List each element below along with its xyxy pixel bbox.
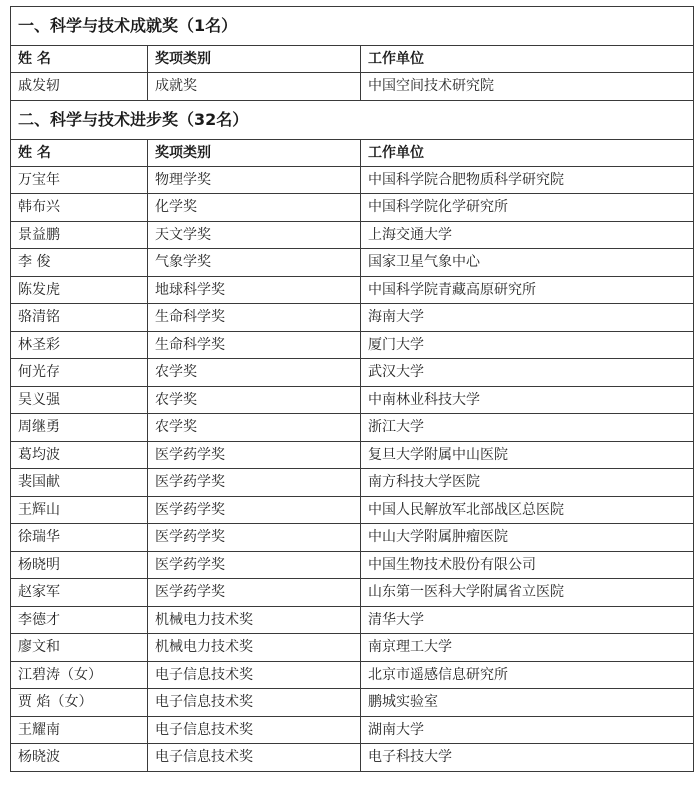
table-row bbox=[11, 359, 694, 387]
section-title-row bbox=[11, 7, 694, 46]
header-row bbox=[11, 139, 694, 166]
table-row bbox=[11, 414, 694, 442]
cell-unit: 国家卫星气象中心 bbox=[361, 249, 694, 277]
cell-unit: 海南大学 bbox=[361, 304, 694, 332]
cell-name: 廖文和 bbox=[11, 634, 148, 662]
table-row bbox=[11, 744, 694, 772]
header-unit: 工作单位 bbox=[361, 46, 694, 73]
table-row bbox=[11, 469, 694, 497]
cell-category: 电子信息技术奖 bbox=[148, 689, 361, 717]
cell-name: 何光存 bbox=[11, 359, 148, 387]
cell-name: 戚发轫 bbox=[11, 73, 148, 101]
cell-name: 王辉山 bbox=[11, 496, 148, 524]
header-row bbox=[11, 46, 694, 73]
cell-unit: 中南林业科技大学 bbox=[361, 386, 694, 414]
header-name: 姓 名 bbox=[11, 46, 148, 73]
cell-unit: 中国空间技术研究院 bbox=[361, 73, 694, 101]
cell-category: 医学药学奖 bbox=[148, 441, 361, 469]
table-row bbox=[11, 386, 694, 414]
cell-category: 机械电力技术奖 bbox=[148, 606, 361, 634]
cell-name: 江碧涛（女） bbox=[11, 661, 148, 689]
cell-category: 农学奖 bbox=[148, 414, 361, 442]
cell-unit: 浙江大学 bbox=[361, 414, 694, 442]
cell-unit: 南京理工大学 bbox=[361, 634, 694, 662]
table-row bbox=[11, 331, 694, 359]
cell-name: 徐瑞华 bbox=[11, 524, 148, 552]
cell-category: 化学奖 bbox=[148, 194, 361, 222]
cell-category: 农学奖 bbox=[148, 386, 361, 414]
cell-unit: 山东第一医科大学附属省立医院 bbox=[361, 579, 694, 607]
cell-category: 物理学奖 bbox=[148, 166, 361, 194]
table-row bbox=[11, 166, 694, 194]
cell-name: 骆清铭 bbox=[11, 304, 148, 332]
cell-unit: 中国生物技术股份有限公司 bbox=[361, 551, 694, 579]
cell-unit: 鹏城实验室 bbox=[361, 689, 694, 717]
cell-category: 医学药学奖 bbox=[148, 524, 361, 552]
table-row bbox=[11, 606, 694, 634]
cell-name: 万宝年 bbox=[11, 166, 148, 194]
table-row bbox=[11, 441, 694, 469]
cell-category: 地球科学奖 bbox=[148, 276, 361, 304]
cell-category: 生命科学奖 bbox=[148, 331, 361, 359]
cell-name: 葛均波 bbox=[11, 441, 148, 469]
cell-category: 生命科学奖 bbox=[148, 304, 361, 332]
table-row bbox=[11, 221, 694, 249]
cell-category: 医学药学奖 bbox=[148, 551, 361, 579]
cell-name: 吴义强 bbox=[11, 386, 148, 414]
cell-unit: 中国科学院化学研究所 bbox=[361, 194, 694, 222]
cell-unit: 电子科技大学 bbox=[361, 744, 694, 772]
table-row bbox=[11, 496, 694, 524]
cell-unit: 复旦大学附属中山医院 bbox=[361, 441, 694, 469]
cell-name: 李 俊 bbox=[11, 249, 148, 277]
section-title-row bbox=[11, 100, 694, 139]
header-category: 奖项类别 bbox=[148, 139, 361, 166]
cell-unit: 上海交通大学 bbox=[361, 221, 694, 249]
cell-unit: 南方科技大学医院 bbox=[361, 469, 694, 497]
table-row bbox=[11, 73, 694, 101]
table-row bbox=[11, 194, 694, 222]
award-table bbox=[10, 6, 694, 772]
cell-unit: 北京市遥感信息研究所 bbox=[361, 661, 694, 689]
table-row bbox=[11, 634, 694, 662]
table-row bbox=[11, 249, 694, 277]
table-row bbox=[11, 661, 694, 689]
section-title: 二、科学与技术进步奖（32名） bbox=[11, 100, 694, 139]
cell-name: 景益鹏 bbox=[11, 221, 148, 249]
cell-category: 医学药学奖 bbox=[148, 496, 361, 524]
header-name: 姓 名 bbox=[11, 139, 148, 166]
table-row bbox=[11, 524, 694, 552]
cell-category: 农学奖 bbox=[148, 359, 361, 387]
cell-unit: 中山大学附属肿瘤医院 bbox=[361, 524, 694, 552]
section-title: 一、科学与技术成就奖（1名） bbox=[11, 7, 694, 46]
cell-category: 气象学奖 bbox=[148, 249, 361, 277]
table-row bbox=[11, 579, 694, 607]
cell-name: 贾 焰（女） bbox=[11, 689, 148, 717]
cell-name: 裴国献 bbox=[11, 469, 148, 497]
cell-name: 杨晓明 bbox=[11, 551, 148, 579]
table-row bbox=[11, 716, 694, 744]
cell-name: 杨晓波 bbox=[11, 744, 148, 772]
cell-name: 李德才 bbox=[11, 606, 148, 634]
table-row bbox=[11, 304, 694, 332]
cell-category: 电子信息技术奖 bbox=[148, 744, 361, 772]
cell-category: 天文学奖 bbox=[148, 221, 361, 249]
award-table-body bbox=[11, 7, 694, 772]
cell-unit: 中国科学院合肥物质科学研究院 bbox=[361, 166, 694, 194]
cell-category: 机械电力技术奖 bbox=[148, 634, 361, 662]
cell-category: 医学药学奖 bbox=[148, 579, 361, 607]
cell-name: 林圣彩 bbox=[11, 331, 148, 359]
cell-category: 成就奖 bbox=[148, 73, 361, 101]
cell-unit: 中国人民解放军北部战区总医院 bbox=[361, 496, 694, 524]
header-unit: 工作单位 bbox=[361, 139, 694, 166]
cell-name: 韩布兴 bbox=[11, 194, 148, 222]
cell-category: 电子信息技术奖 bbox=[148, 661, 361, 689]
cell-unit: 清华大学 bbox=[361, 606, 694, 634]
cell-category: 医学药学奖 bbox=[148, 469, 361, 497]
cell-unit: 湖南大学 bbox=[361, 716, 694, 744]
table-row bbox=[11, 551, 694, 579]
cell-name: 王耀南 bbox=[11, 716, 148, 744]
table-row bbox=[11, 276, 694, 304]
cell-unit: 中国科学院青藏高原研究所 bbox=[361, 276, 694, 304]
header-category: 奖项类别 bbox=[148, 46, 361, 73]
table-row bbox=[11, 689, 694, 717]
cell-name: 赵家军 bbox=[11, 579, 148, 607]
cell-name: 陈发虎 bbox=[11, 276, 148, 304]
cell-unit: 厦门大学 bbox=[361, 331, 694, 359]
cell-unit: 武汉大学 bbox=[361, 359, 694, 387]
cell-category: 电子信息技术奖 bbox=[148, 716, 361, 744]
cell-name: 周继勇 bbox=[11, 414, 148, 442]
